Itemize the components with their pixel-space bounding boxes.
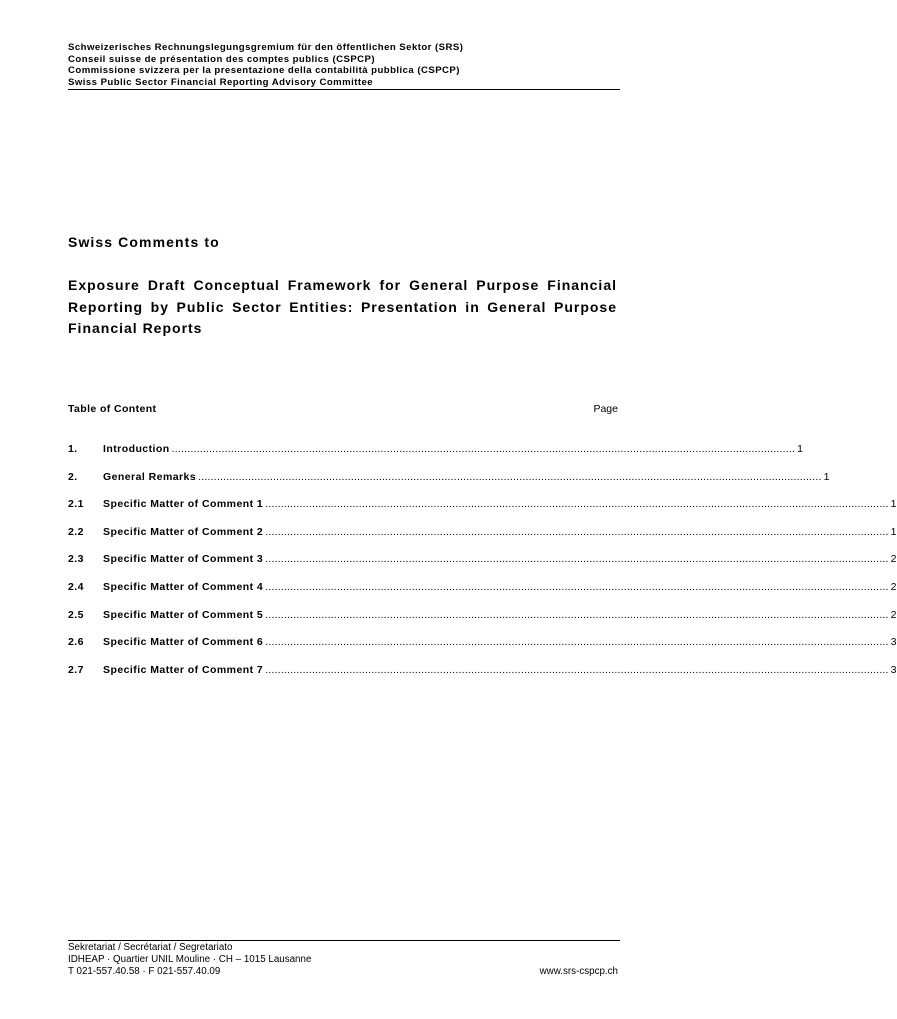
- toc-entry[interactable]: [68, 443, 804, 471]
- toc-entry[interactable]: [68, 525, 897, 554]
- toc-heading: Table of Content: [68, 403, 157, 415]
- toc-entry-page: 1: [823, 470, 830, 483]
- toc-entry-page: 3: [890, 663, 897, 676]
- toc-entry-title[interactable]: Specific Matter of Comment 5: [103, 608, 264, 621]
- toc-entry[interactable]: [68, 580, 897, 609]
- toc-entry-page: 1: [797, 443, 804, 455]
- letterhead-line-en: Swiss Public Sector Financial Reporting Advisory Committee: [68, 76, 374, 88]
- toc-leader-dots: ........................................................................................................................................................................................................: [265, 580, 889, 593]
- toc-entry-number: 2.6: [68, 636, 84, 649]
- toc-entry-page: 2: [890, 580, 897, 593]
- toc-entry[interactable]: [68, 498, 897, 526]
- toc-entry[interactable]: [68, 470, 830, 499]
- toc-entry[interactable]: [68, 663, 897, 692]
- toc-entry-title[interactable]: Specific Matter of Comment 4: [103, 580, 264, 593]
- footer-secretariat: Sekretariat / Secrétariat / Segretariato: [68, 942, 233, 953]
- toc-entry[interactable]: [68, 553, 897, 581]
- toc-entry-number: 2.5: [68, 608, 84, 621]
- header-divider: [68, 89, 620, 90]
- toc-page-label: Page: [593, 403, 618, 415]
- toc-entry-number: 2.7: [68, 663, 84, 676]
- toc-header: [68, 403, 618, 415]
- document-title: Exposure Draft Conceptual Framework for General Purpose Financial Reporting by Public Sector Entities: Presentation in General Purpose Financial Reports: [68, 277, 617, 336]
- toc-entry-title[interactable]: General Remarks: [103, 470, 197, 483]
- toc-leader-dots: ........................................................................................................................................................................................................: [198, 470, 822, 483]
- toc-entry-number: 2.2: [68, 525, 84, 538]
- letterhead-line-fr: Conseil suisse de présentation des comptes publics (CSPCP): [68, 53, 376, 65]
- toc-leader-dots: ........................................................................................................................................................................................................: [265, 636, 889, 649]
- toc-leader-dots: ........................................................................................................................................................................................................: [265, 498, 889, 511]
- toc-entry-page: 3: [890, 636, 897, 649]
- toc-leader-dots: ........................................................................................................................................................................................................: [265, 663, 889, 676]
- toc-entry[interactable]: [68, 608, 897, 637]
- footer-website-link[interactable]: www.srs-cspcp.ch: [539, 966, 618, 978]
- letterhead-line-de: Schweizerisches Rechnungslegungsgremium für den öffentlichen Sektor (SRS): [68, 42, 464, 53]
- toc-entry-number: 2.1: [68, 498, 84, 511]
- table-of-contents: [68, 443, 897, 691]
- toc-entry-title[interactable]: Specific Matter of Comment 1: [103, 498, 264, 511]
- toc-entry-page: 1: [890, 525, 897, 538]
- toc-entry-number: 2.4: [68, 580, 84, 593]
- toc-entry-page: 2: [890, 608, 897, 621]
- toc-entry-title[interactable]: Specific Matter of Comment 6: [103, 636, 264, 649]
- toc-leader-dots: ........................................................................................................................................................................................................: [265, 608, 889, 621]
- toc-leader-dots: ........................................................................................................................................................................................................: [265, 553, 889, 566]
- footer: [68, 942, 618, 979]
- toc-entry[interactable]: [68, 636, 897, 664]
- toc-entry-number: 1.: [68, 443, 78, 455]
- letterhead-line-it: Commissione svizzera per la presentazione della contabilità pubblica (CSPCP): [68, 65, 460, 76]
- toc-entry-number: 2.: [68, 470, 78, 483]
- toc-entry-title[interactable]: Specific Matter of Comment 7: [103, 663, 264, 676]
- toc-entry-page: 1: [890, 498, 897, 511]
- toc-leader-dots: ........................................................................................................................................................................................................: [265, 525, 889, 538]
- toc-entry-page: 2: [890, 553, 897, 566]
- toc-leader-dots: ........................................................................................................................................................................................................: [171, 443, 796, 455]
- toc-entry-title[interactable]: Introduction: [103, 443, 170, 455]
- toc-entry-title[interactable]: Specific Matter of Comment 3: [103, 553, 264, 566]
- toc-entry-title[interactable]: Specific Matter of Comment 2: [103, 525, 264, 538]
- footer-phone-fax: T 021-557.40.58 · F 021-557.40.09: [68, 966, 221, 978]
- footer-divider: [68, 940, 620, 941]
- letterhead: [68, 42, 620, 88]
- footer-address: IDHEAP · Quartier UNIL Mouline · CH – 1015 Lausanne: [68, 954, 312, 966]
- document-subtitle: Swiss Comments to: [68, 234, 220, 250]
- footer-contact-row: [68, 966, 618, 978]
- toc-entry-number: 2.3: [68, 553, 84, 566]
